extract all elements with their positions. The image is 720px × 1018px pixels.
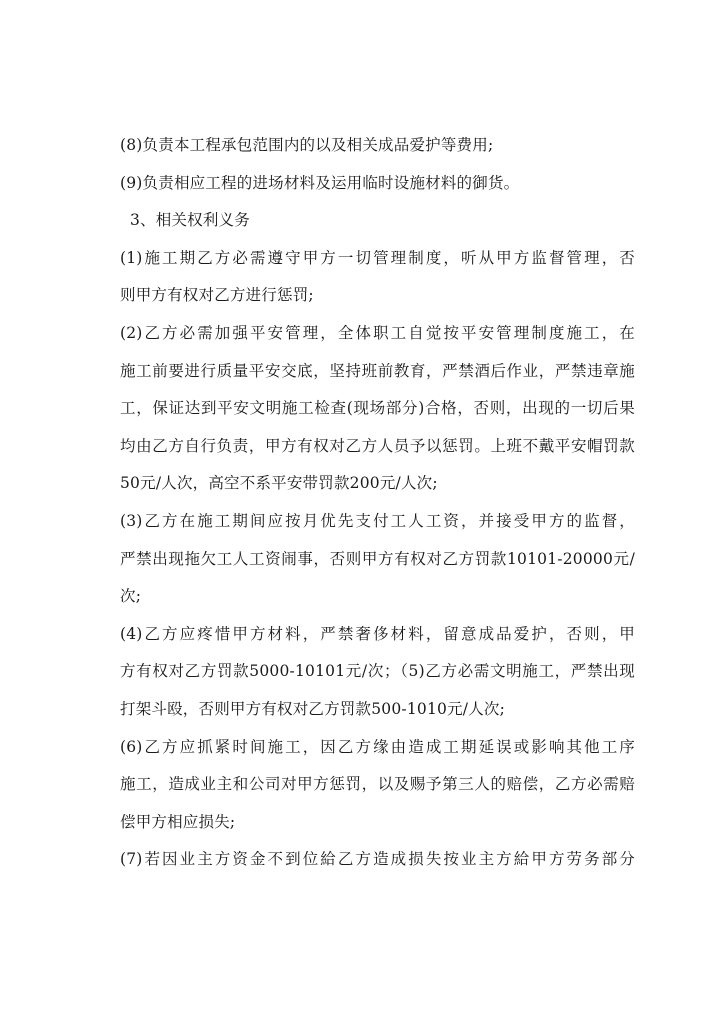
paragraph-line: (1)施工期乙方必需遵守甲方一切管理制度，听从甲方监督管理，否: [120, 248, 635, 267]
paragraph-line: (6)乙方应抓紧时间施工，因乙方缘由造成工期延误或影响其他工序: [120, 737, 635, 756]
paragraph-line: (7)若因业主方资金不到位給乙方造成损失按业主方給甲方劳务部分: [120, 850, 635, 869]
paragraph-line: 施工，造成业主和公司对甲方惩罚，以及赐予第三人的赔偿，乙方必需赔: [120, 775, 635, 794]
paragraph-line: 方有权对乙方罚款5000-10101元/次；（5)乙方必需文明施工，严禁出现: [120, 662, 635, 681]
paragraph-line: 打架斗殴，否则甲方有权对乙方罚款500-1010元/人次;: [120, 699, 506, 718]
paragraph-line: (8)负责本工程承包范围内的以及相关成品爱护等费用;: [120, 136, 494, 154]
paragraph-line: 严禁出现拖欠工人工资闹事，否则甲方有权对乙方罚款10101-20000元/: [120, 549, 635, 568]
paragraph-line: (2)乙方必需加强平安管理，全体职工自觉按平安管理制度施工，在: [120, 323, 635, 342]
paragraph-line: 则甲方有权对乙方进行惩罚;: [120, 286, 314, 305]
paragraph-line: (9)负责相应工程的进场材料及运用临时设施材料的御货。: [120, 173, 520, 192]
paragraph-line: (4)乙方应疼惜甲方材料，严禁奢侈材料，留意成品爱护，否则，甲: [120, 624, 635, 643]
paragraph-line: (3)乙方在施工期间应按月优先支付工人工资，并接受甲方的监督，: [120, 511, 635, 530]
paragraph-line: 均由乙方自行负责，甲方有权对乙方人员予以惩罚。上班不戴平安帽罚款: [120, 436, 635, 455]
paragraph-line: 工，保证达到平安文明施工检查(现场部分)合格，否则，出现的一切后果: [120, 399, 635, 418]
paragraph-line: 偿甲方相应损失;: [120, 812, 236, 831]
paragraph-line: 施工前要进行质量平安交底，坚持班前教育，严禁酒后作业，严禁违章施: [120, 361, 635, 380]
paragraph-line: 50元/人次，高空不系平安带罚款200元/人次;: [120, 474, 438, 493]
paragraph-line: 次;: [120, 587, 142, 606]
section-heading: 3、相关权利义务: [130, 211, 250, 230]
document-body: [120, 127, 635, 879]
